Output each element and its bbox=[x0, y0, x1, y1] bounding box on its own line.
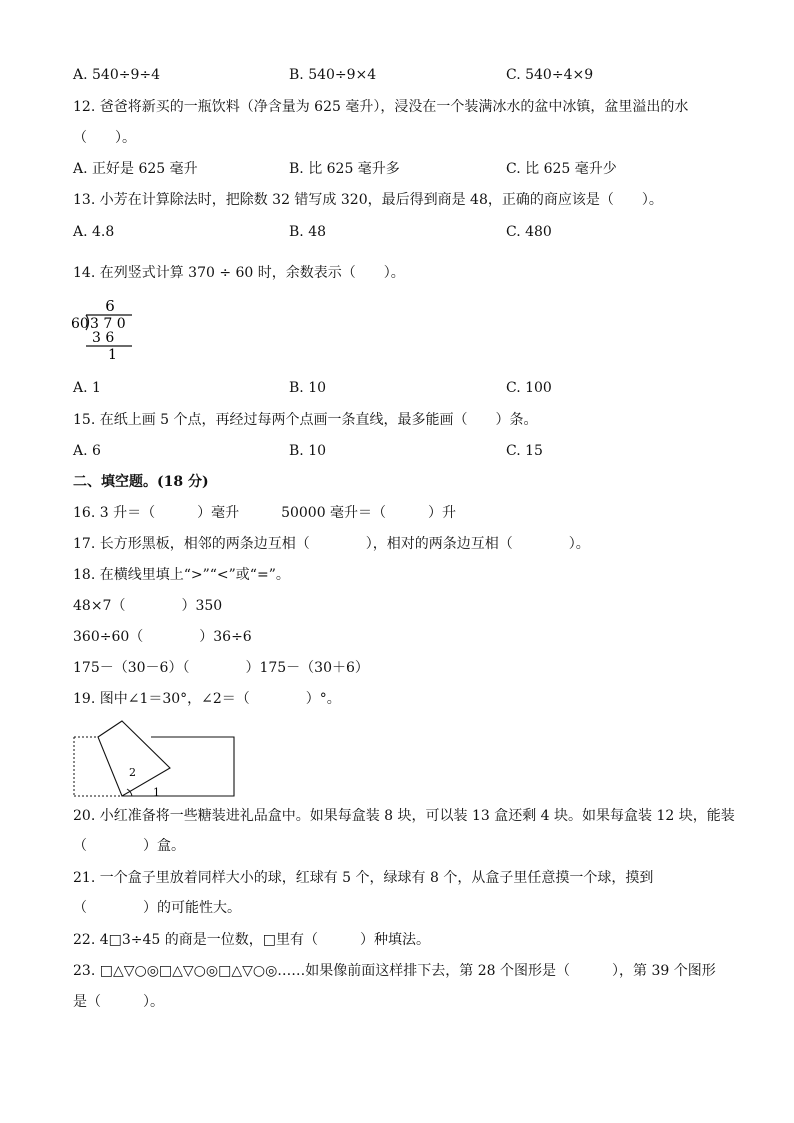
q18-item-1: 48×7（ ）350 bbox=[73, 598, 223, 614]
q21-line2: （ ）的可能性大。 bbox=[73, 900, 241, 916]
q15-option-a: A. 6 bbox=[73, 443, 101, 459]
q21-line1: 21. 一个盒子里放着同样大小的球，红球有 5 个，绿球有 8 个，从盒子里任意摸一个球，摸到 bbox=[73, 870, 654, 886]
folded-flap bbox=[98, 721, 170, 796]
q19-text: 19. 图中∠1＝30°，∠2＝（ ）°。 bbox=[73, 691, 341, 707]
q11-option-a: A. 540÷9÷4 bbox=[73, 67, 161, 83]
q14-option-a: A. 1 bbox=[73, 380, 101, 396]
q14-stem: 14. 在列竖式计算 370 ÷ 60 时，余数表示（ ）。 bbox=[73, 265, 405, 281]
division-quotient: 6 bbox=[105, 297, 115, 315]
q18-item-3: 175－（30－6）（ ）175－（30＋6） bbox=[73, 660, 369, 676]
q12-stem-line1: 12. 爸爸将新买的一瓶饮料（净含量为 625 毫升），浸没在一个装满冰水的盆中冰镇，盆里溢出的水 bbox=[73, 99, 689, 115]
q23-line2: 是（ ）。 bbox=[73, 994, 164, 1010]
q12-stem-line2: （ ）。 bbox=[73, 130, 136, 146]
q13-option-a: A. 4.8 bbox=[73, 224, 115, 240]
q17-text: 17. 长方形黑板，相邻的两条边互相（ ），相对的两条边互相（ ）。 bbox=[73, 536, 590, 552]
division-divisor: 60 bbox=[71, 316, 89, 332]
division-product: 3 6 bbox=[92, 330, 115, 346]
q12-option-c: C. 比 625 毫升少 bbox=[506, 161, 617, 177]
q18-stem: 18. 在横线里填上“>”“<”或“=”。 bbox=[73, 567, 290, 583]
angle-1-label: 1 bbox=[153, 786, 160, 799]
section-title: 二、填空题。(18 分) bbox=[73, 474, 209, 490]
division-dividend: 3 7 0 bbox=[90, 316, 126, 332]
q23-line1: 23. □△▽○◎□△▽○◎□△▽○◎……如果像前面这样排下去，第 28 个图形是（ ），第 39 个图形 bbox=[73, 963, 716, 979]
q13-option-c: C. 480 bbox=[506, 224, 552, 240]
q12-option-a: A. 正好是 625 毫升 bbox=[73, 161, 198, 177]
q15-option-c: C. 15 bbox=[506, 443, 543, 459]
q11-option-c: C. 540÷4×9 bbox=[506, 67, 594, 83]
q15-stem: 15. 在纸上画 5 个点，再经过每两个点画一条直线，最多能画（ ）条。 bbox=[73, 412, 538, 428]
q18-item-2: 360÷60（ ）36÷6 bbox=[73, 629, 252, 645]
q13-stem: 13. 小芳在计算除法时，把除数 32 错写成 320，最后得到商是 48，正确的商应该是（ ）。 bbox=[73, 192, 663, 208]
q14-long-division bbox=[68, 296, 148, 364]
q20-line1: 20. 小红准备将一些糖装进礼品盒中。如果每盒装 8 块，可以装 13 盒还剩 4 块。如果每盒装 12 块，能装 bbox=[73, 808, 735, 824]
q11-option-b: B. 540÷9×4 bbox=[289, 67, 377, 83]
q16-text: 16. 3 升＝（ ）毫升 50000 毫升＝（ ）升 bbox=[73, 505, 457, 521]
q13-option-b: B. 48 bbox=[289, 224, 327, 240]
division-remainder: 1 bbox=[108, 347, 117, 363]
q14-option-c: C. 100 bbox=[506, 380, 552, 396]
q15-option-b: B. 10 bbox=[289, 443, 327, 459]
angle-2-label: 2 bbox=[129, 766, 136, 779]
q12-option-b: B. 比 625 毫升多 bbox=[289, 161, 400, 177]
q20-line2: （ ）盒。 bbox=[73, 838, 185, 854]
q19-figure bbox=[70, 718, 240, 800]
rectangle-outline bbox=[122, 737, 234, 796]
q22-text: 22. 4□3÷45 的商是一位数，□里有（ ）种填法。 bbox=[73, 932, 430, 948]
q14-option-b: B. 10 bbox=[289, 380, 327, 396]
